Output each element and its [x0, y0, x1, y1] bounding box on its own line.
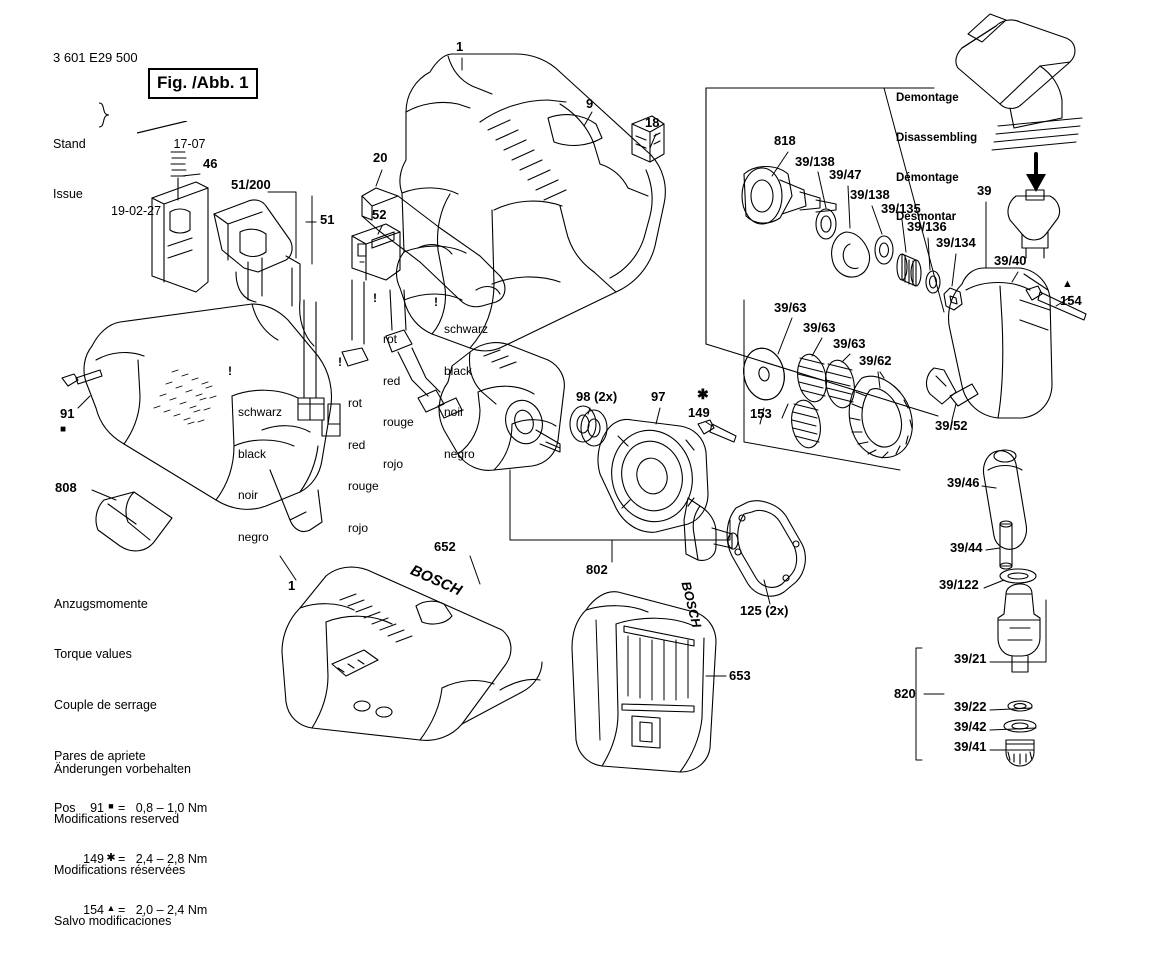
callout-1-bottom: 1 [288, 578, 296, 593]
callout-39-40: 39/40 [994, 253, 1027, 268]
callout-39-52: 39/52 [935, 418, 968, 433]
callout-39: 39 [977, 183, 992, 198]
square-marker-icon: ■ [108, 801, 114, 812]
torque-title-en: Torque values [54, 647, 132, 662]
callout-39-46: 39/46 [947, 475, 980, 490]
part-number-value: 3 601 E29 500 [53, 50, 138, 65]
star-marker-icon: ✱ [106, 851, 116, 864]
torque-row-149: 149 ✱ = 2,4 – 2,8 Nm [83, 851, 208, 866]
figure-label: Fig. /Abb. 1 [148, 68, 258, 99]
callout-39-138-a: 39/138 [795, 154, 835, 169]
exclamation-icon-2: ! [434, 295, 438, 309]
callout-149: 149 [688, 405, 710, 420]
callout-154-triangle: ▲ [1062, 278, 1073, 290]
callout-125: 125 (2x) [740, 603, 789, 618]
revision-block [53, 68, 206, 287]
callout-149-star: ✱ [697, 386, 709, 402]
stand-label: Stand [53, 136, 86, 151]
callout-39-21: 39/21 [954, 651, 987, 666]
callout-39-47: 39/47 [829, 167, 862, 182]
callout-39-63-c: 39/63 [833, 336, 866, 351]
issue-value: 19-02-27 [111, 204, 162, 218]
callout-820: 820 [894, 686, 916, 701]
callout-39-44: 39/44 [950, 540, 983, 555]
callout-39-122: 39/122 [939, 577, 979, 592]
wire-color-red-1: ! rot red rouge rojo [373, 291, 414, 471]
wire-color-black-2: ! schwarz black noir negro [228, 364, 283, 544]
exclamation-icon-3: ! [228, 364, 232, 378]
part-number [53, 49, 138, 67]
wire-color-black-1: ! schwarz black noir negro [434, 295, 489, 461]
triangle-marker-icon: ▲ [106, 902, 116, 913]
brand-logo-charger: BOSCH [407, 561, 465, 600]
callout-39-136: 39/136 [907, 219, 947, 234]
torque-title-es: Pares de apriete [54, 748, 146, 763]
callout-818: 818 [774, 133, 796, 148]
callout-653: 653 [729, 668, 751, 683]
callout-39-62: 39/62 [859, 353, 892, 368]
callout-39-42: 39/42 [954, 719, 987, 734]
callout-91: 91 [60, 406, 75, 421]
callout-39-22: 39/22 [954, 699, 987, 714]
callout-802: 802 [586, 562, 608, 577]
torque-row-91: Pos 91 ■ = 0,8 – 1,0 Nm [54, 801, 208, 816]
callout-39-134: 39/134 [936, 235, 976, 250]
wire-color-red-2: ! rot red rouge rojo [338, 355, 379, 535]
callout-46: 46 [203, 156, 218, 171]
exclamation-icon-4: ! [338, 355, 342, 369]
brand-logo-battery: BOSCH [678, 579, 705, 630]
callout-18: 18 [645, 115, 660, 130]
callout-39-63-a: 39/63 [774, 300, 807, 315]
exclamation-icon-1: ! [373, 291, 377, 305]
callout-98: 98 (2x) [576, 389, 618, 404]
torque-title-fr: Couple de serrage [54, 698, 157, 712]
callout-9: 9 [586, 96, 594, 111]
callout-39-41: 39/41 [954, 739, 987, 754]
disassembly-note: Demontage Disassembling Démontage Desmontar [896, 92, 978, 224]
callout-39-63-b: 39/63 [803, 320, 836, 335]
torque-row-154: 154 ▲ = 2,0 – 2,4 Nm [83, 902, 208, 917]
torque-title-de: Anzugsmomente [54, 596, 148, 611]
callout-97: 97 [651, 389, 666, 404]
callout-39-138-b: 39/138 [850, 187, 890, 202]
stand-value: 17-07 [173, 136, 206, 151]
callout-808: 808 [55, 480, 77, 495]
callout-51-200: 51/200 [231, 177, 271, 192]
callout-91-square: ■ [60, 424, 67, 435]
callout-1-top: 1 [456, 39, 464, 54]
modifications-reserved-block: Änderungen vorbehalten Modifications reserved Modifications réservées Salvo modificaciones [54, 761, 191, 928]
callout-52: 52 [372, 207, 387, 222]
callout-153: 153 [750, 406, 772, 421]
callout-652: 652 [434, 539, 456, 554]
issue-label: Issue [53, 187, 83, 202]
callout-20: 20 [373, 150, 388, 165]
callout-154: 154 [1060, 293, 1082, 308]
callout-51: 51 [320, 212, 335, 227]
callout-39-135: 39/135 [881, 201, 921, 216]
